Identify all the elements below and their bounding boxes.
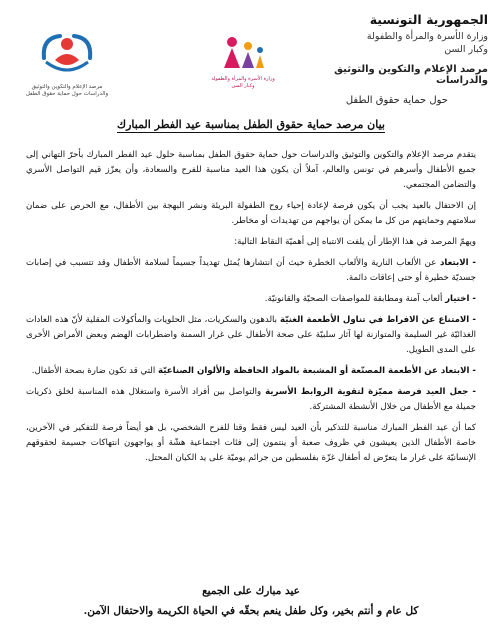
statement-body (26, 148, 476, 472)
republic-name: الجمهورية التونسية (369, 12, 488, 27)
closing-wish: كل عام و أنتم بخير، وكل طفل ينعم بحقّه في الحياة الكريمة والاحتفال الآمن. (83, 605, 419, 617)
list-item (26, 313, 476, 358)
observatory-logo (22, 30, 112, 98)
paragraph-celebration: إن الاحتفال بالعيد يجب أن يكون فرصة لإعادة إحياء روح الطفولة البريئة ونشر البهجة بين الأطفال، مع الحرص على ضمان سلامتهم وحمايتهم من كل ما يمكن أن يواجهم من تهديدات أو مخاطر. (26, 201, 476, 226)
list-item-text: عن الألعاب النارية والألعاب الخطرة حيث أن انتشارها يُمثل تهديداً جسيماً لسلامة الأطفال وقد تتسبب في إصابات جسديّة خطيرة أو حتى إعاقات دائمة. (26, 258, 476, 283)
ministry-name-line2: وكبار السن (444, 44, 488, 55)
ministry-logo-icon (208, 34, 278, 72)
list-item-lead: - الامتناع عن الافراط في تناول الأطعمة الغنيّة (280, 315, 476, 325)
statement-title-text: بيان مرصد حماية حقوق الطفل بمناسبة عيد الفطر المبارك (117, 118, 385, 131)
ministry-logo (208, 34, 278, 90)
paragraph-intro: يتقدم مرصد الإعلام والتكوين والتوثيق والدراسات حول حماية حقوق الطفل بمناسبة حلول عيد الفطر المبارك بأحرّ التهاني إلى جميع الأطفال وأسرهم في تونس والعالم، آملاً أن يكون هذا العيد مناسبة للفرح والسعادة، وأن يعزّز قيم التواصل الأسري والتضامن المجتمعي. (26, 150, 476, 190)
list-item-lead: - الابتعاد (439, 258, 476, 268)
statement-title (0, 118, 502, 131)
closing-greeting: عيد مبارك على الجميع (202, 585, 300, 597)
observatory-logo-icon (22, 30, 112, 80)
list-item-text: ألعاب آمنة ومطابقة للمواصفات الصحيّة والقانونيّة. (264, 294, 446, 304)
list-item (26, 292, 476, 307)
list-item (26, 385, 476, 415)
observatory-name: مرصد الإعلام والتكوين والتوثيق والدراسات (334, 64, 488, 86)
paragraph-points-intro: ويهمّ المرصد في هذا الإطار أن يلفت الانتباه إلى أهميّة النقاط التالية: (234, 237, 476, 247)
list-item (26, 364, 476, 379)
list-item-text: التي قد تكون ضارة بصحة الأطفال. (31, 366, 159, 376)
list-item-text: بالدهون والسكريات، مثل الحلويات والمأكولات المقلية لأنّ هذه العادات الغذائيّة غير السليمة والمتوازنة لها آثار سلبيّة على صحة الأطفال على غرار السمنة واضطرابات الهضم وبعض الأمراض الأخرى على المدى الطويل. (26, 315, 476, 355)
list-item-lead: - جعل العيد فرصة مميّزة لتقوية الروابط الأسرية (265, 387, 476, 397)
paragraph-solidarity: كما أن عيد الفطر المبارك مناسبة للتذكير بأن العيد ليس فقط وقتا للفرح الشخصي، بل هو أيضاً فرصة للتفكير في الآخرين، خاصة الأطفال الذين يعيشون في ظروف صعبة أو ينتمون إلى فئات اجتماعية هشّة أو يواجهون انتهاكات جسيمة لحقوقهم الإنسانيّة على غرار ما يتعرّض له أطفال غزّة بفلسطين من جرائم يوميّة على يد الكيان المحتل. (26, 423, 476, 463)
list-item-lead: - اختيار (445, 294, 476, 304)
list-item (26, 256, 476, 286)
ministry-logo-text: وزارة الأسرة والمرأة والطفولة وكبار السن (211, 76, 275, 89)
list-item-lead: - الابتعاد عن الأطعمة المصنّعة أو المشبعة بالمواد الحافظة والألوان الصناعيّة (158, 366, 476, 376)
observatory-unit: حول حماية حقوق الطفل (345, 95, 448, 106)
letterhead (298, 12, 488, 106)
observatory-logo-text: مرصد الإعلام والتكوين والتوثيق والدراسات حول حماية حقوق الطفل (25, 84, 109, 97)
ministry-name-line1: وزارة الأسرة والمرأة والطفولة (366, 31, 488, 42)
list-item-text: والتواصل بين أفراد الأسرة واستغلال هذه المناسبة لخلق ذكريات جميلة مع الأطفال من خلال الأنشطة المشتركة. (26, 387, 476, 412)
